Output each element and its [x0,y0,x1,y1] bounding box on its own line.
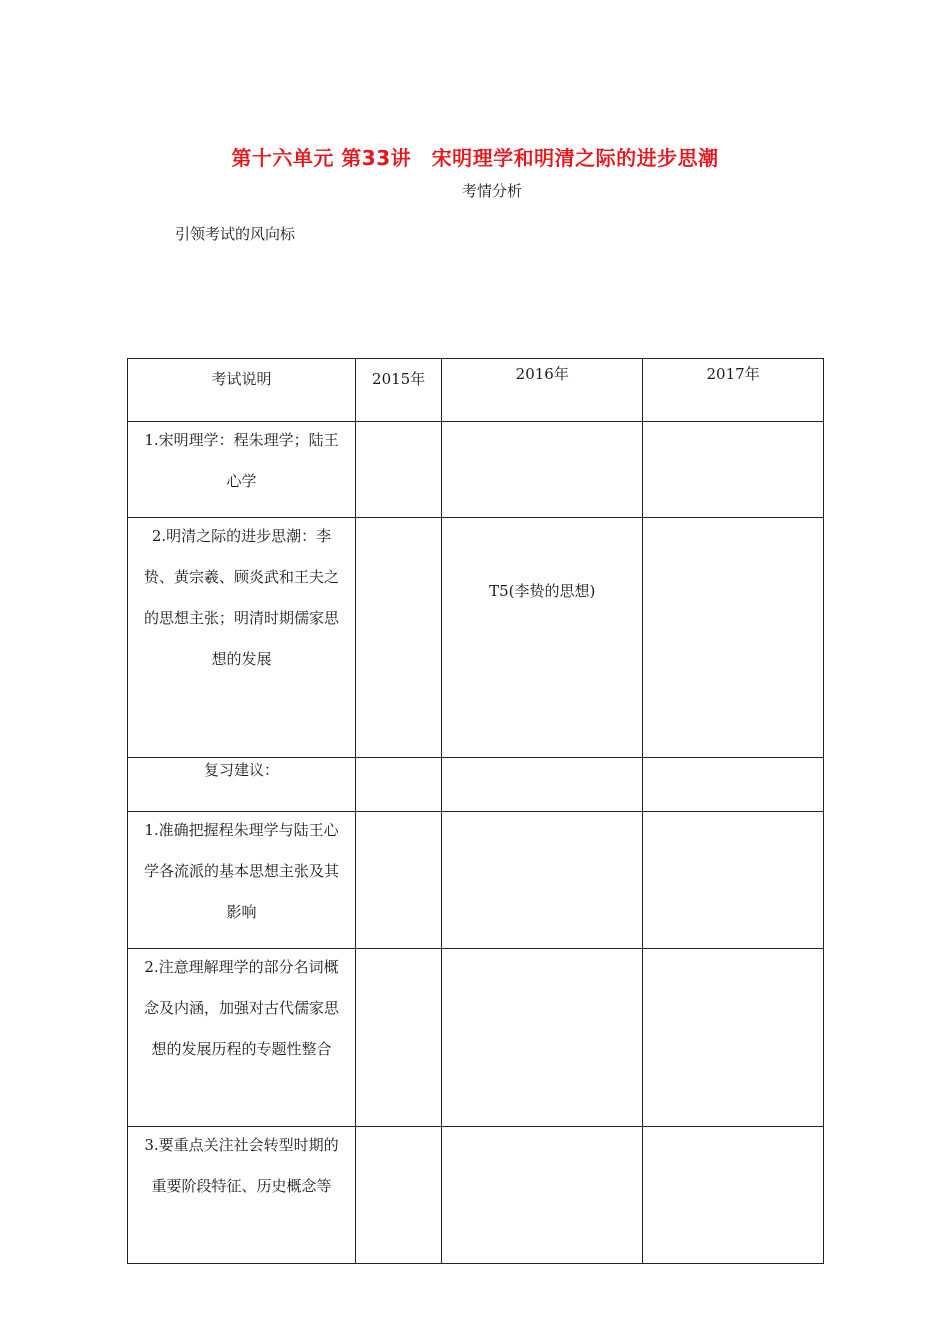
table-row [128,949,824,1127]
table-header-row [128,359,824,422]
row-description [128,949,356,1127]
cell-2015 [355,812,441,949]
table-row [128,518,824,758]
header-2015: 2015年 [355,359,441,422]
cell-2017 [643,518,824,758]
row-description [128,1127,356,1264]
cell-2015 [355,1127,441,1264]
exam-analysis-table [127,358,824,1264]
row-description [128,812,356,949]
document-title: 第十六单元 第33讲 宋明理学和明清之际的进步思潮 [231,146,719,170]
header-2017: 2017年 [643,359,824,422]
cell-2016 [442,422,643,518]
row-description-text: 1.宋明理学：程朱理学；陆王心学 [144,431,339,490]
row-description-text: 2.明清之际的进步思潮：李贽、黄宗羲、顾炎武和王夫之的思想主张；明清时期儒家思想的发展 [143,527,339,668]
row-description-text: 2.注意理解理学的部分名词概念及内涵，加强对古代儒家思想的发展历程的专题性整合 [143,958,339,1058]
row-description-text: 3.要重点关注社会转型时期的重要阶段特征、历史概念等 [144,1136,339,1195]
cell-2016 [442,949,643,1127]
header-2016: 2016年 [442,359,643,422]
cell-2015 [355,949,441,1127]
cell-2016 [442,1127,643,1264]
table-row [128,422,824,518]
cell-2017 [643,758,824,812]
cell-2016: T5(李贽的思想) [442,518,643,758]
table-row [128,812,824,949]
cell-2015 [355,758,441,812]
row-description-text: 1.准确把握程朱理学与陆王心学各流派的基本思想主张及其影响 [143,821,339,921]
cell-2016 [442,758,643,812]
cell-2015 [355,422,441,518]
row-description [128,518,356,758]
cell-2017 [643,812,824,949]
document-subtitle: 考情分析 [461,182,522,200]
cell-2016 [442,812,643,949]
lead-text: 引领考试的风向标 [175,225,296,243]
cell-2015 [355,518,441,758]
cell-2017 [643,422,824,518]
cell-2017 [643,949,824,1127]
table-row [128,758,824,812]
cell-2017 [643,1127,824,1264]
row-description [128,758,356,812]
header-exam-description: 考试说明 [128,359,356,422]
table-row [128,1127,824,1264]
row-description [128,422,356,518]
row-description-text: 复习建议： [203,761,279,779]
